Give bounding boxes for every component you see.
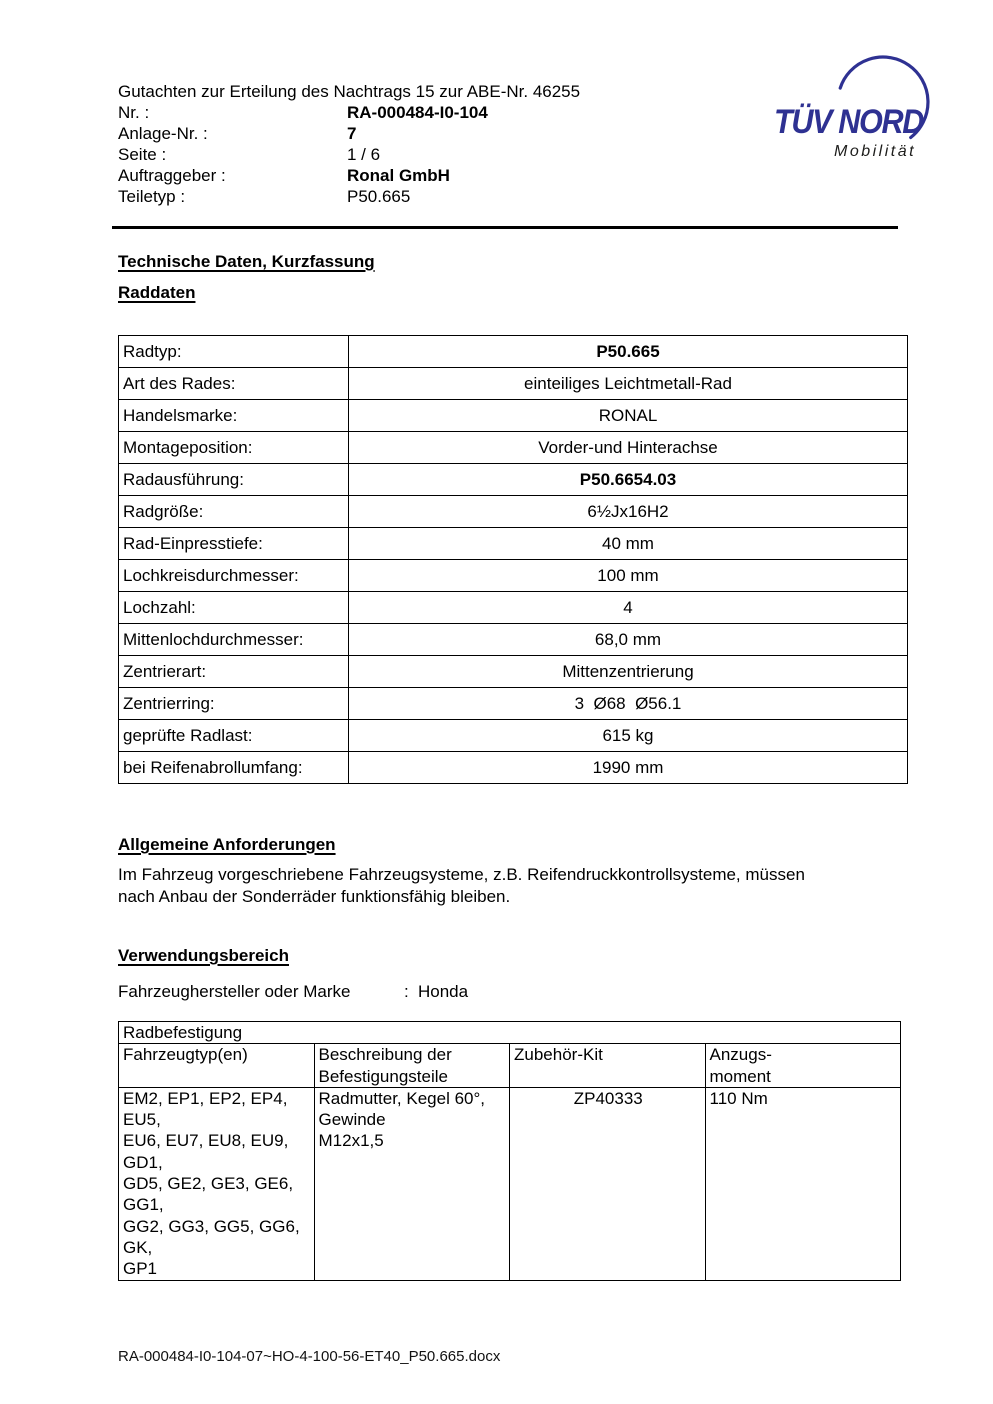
hersteller-line [118, 982, 468, 1002]
meta-row-nr [118, 102, 580, 123]
row-value: Vorder-und Hinterachse [349, 432, 908, 464]
heading-verwendungsbereich: Verwendungsbereich [118, 946, 289, 965]
row-value: 40 mm [349, 528, 908, 560]
logo-subtitle-text: Mobilität [834, 143, 917, 160]
row-value: 615 kg [349, 720, 908, 752]
row-value: P50.665 [349, 336, 908, 368]
row-value: P50.6654.03 [349, 464, 908, 496]
logo-brand-text: TÜV NORD [774, 103, 924, 141]
meta-row-seite [118, 144, 580, 165]
meta-value: Ronal GmbH [347, 166, 450, 185]
table-row [119, 752, 908, 784]
table-row [119, 1087, 901, 1280]
tuv-nord-logo [768, 52, 948, 172]
table-caption: Radbefestigung [119, 1022, 901, 1044]
meta-value: 7 [347, 124, 357, 143]
cell-anzugsmoment: 110 Nm [705, 1087, 901, 1280]
table-row [119, 368, 908, 400]
table-row [119, 624, 908, 656]
row-value: RONAL [349, 400, 908, 432]
header-info-block [118, 81, 580, 207]
row-label: Radgröße: [119, 496, 349, 528]
row-label: Art des Rades: [119, 368, 349, 400]
table-row [119, 400, 908, 432]
row-value: 100 mm [349, 560, 908, 592]
row-value: einteiliges Leichtmetall-Rad [349, 368, 908, 400]
meta-row-teiletyp [118, 186, 580, 207]
hersteller-separator: : [404, 982, 409, 1001]
row-label: Zentrierart: [119, 656, 349, 688]
table-header-row [119, 1044, 901, 1088]
meta-value: RA-000484-I0-104 [347, 103, 488, 122]
row-label: Lochzahl: [119, 592, 349, 624]
meta-label: Seite : [118, 145, 167, 164]
table-row [119, 656, 908, 688]
row-label: Radtyp: [119, 336, 349, 368]
cell-fahrzeugtypen: EM2, EP1, EP2, EP4, EU5, EU6, EU7, EU8, EU9, GD1, GD5, GE2, GE3, GE6, GG1, GG2, GG3, GG5, GG6, GK, GP1 [119, 1087, 315, 1280]
column-header-fahrzeugtyp: Fahrzeugtyp(en) [119, 1044, 315, 1088]
heading-technische-daten: Technische Daten, Kurzfassung [118, 252, 375, 271]
hersteller-label: Fahrzeughersteller oder Marke [118, 982, 351, 1001]
meta-label: Anlage-Nr. : [118, 124, 208, 143]
row-value: 1990 mm [349, 752, 908, 784]
meta-value: 1 / 6 [347, 145, 381, 164]
footer-filename: RA-000484-I0-104-07~HO-4-100-56-ET40_P50.665.docx [118, 1348, 501, 1365]
column-header-beschreibung: Beschreibung der Befestigungsteile [314, 1044, 510, 1088]
table-caption-row [119, 1022, 901, 1044]
row-label: Handelsmarke: [119, 400, 349, 432]
cell-zubehoer-kit: ZP40333 [510, 1087, 706, 1280]
allgemein-paragraph: Im Fahrzeug vorgeschriebene Fahrzeugsysteme, z.B. Reifendruckkontrollsysteme, müssen nach Anbau der Sonderräder funktionsfähig bleiben. [118, 865, 805, 906]
meta-label: Auftraggeber : [118, 166, 226, 185]
hersteller-value: Honda [418, 982, 469, 1001]
raddaten-table [118, 335, 908, 784]
table-row [119, 496, 908, 528]
row-label: bei Reifenabrollumfang: [119, 752, 349, 784]
row-label: Mittenlochdurchmesser: [119, 624, 349, 656]
meta-row-auftraggeber [118, 165, 580, 186]
meta-label: Nr. : [118, 103, 150, 122]
row-label: geprüfte Radlast: [119, 720, 349, 752]
row-value: 3 Ø68 Ø56.1 [349, 688, 908, 720]
row-value: 6½Jx16H2 [349, 496, 908, 528]
table-row [119, 688, 908, 720]
document-title: Gutachten zur Erteilung des Nachtrags 15 zur ABE-Nr. 46255 [118, 82, 581, 101]
table-row [119, 560, 908, 592]
table-row [119, 720, 908, 752]
table-row [119, 336, 908, 368]
row-value: Mittenzentrierung [349, 656, 908, 688]
row-label: Montageposition: [119, 432, 349, 464]
heading-allgemeine-anforderungen: Allgemeine Anforderungen [118, 835, 336, 854]
header-divider-rule [112, 226, 898, 229]
row-label: Radausführung: [119, 464, 349, 496]
table-row [119, 464, 908, 496]
radbefestigung-table [118, 1021, 901, 1281]
row-value: 4 [349, 592, 908, 624]
meta-label: Teiletyp : [118, 187, 186, 206]
row-label: Rad-Einpresstiefe: [119, 528, 349, 560]
cell-beschreibung: Radmutter, Kegel 60°, Gewinde M12x1,5 [314, 1087, 510, 1280]
table-row [119, 432, 908, 464]
meta-row-anlage [118, 123, 580, 144]
column-header-zubehoer-kit: Zubehör-Kit [510, 1044, 706, 1088]
table-row [119, 592, 908, 624]
heading-raddaten: Raddaten [118, 283, 196, 302]
column-header-anzugsmoment: Anzugs- moment [705, 1044, 901, 1088]
row-label: Lochkreisdurchmesser: [119, 560, 349, 592]
row-label: Zentrierring: [119, 688, 349, 720]
row-value: 68,0 mm [349, 624, 908, 656]
table-row [119, 528, 908, 560]
meta-value: P50.665 [347, 187, 411, 206]
